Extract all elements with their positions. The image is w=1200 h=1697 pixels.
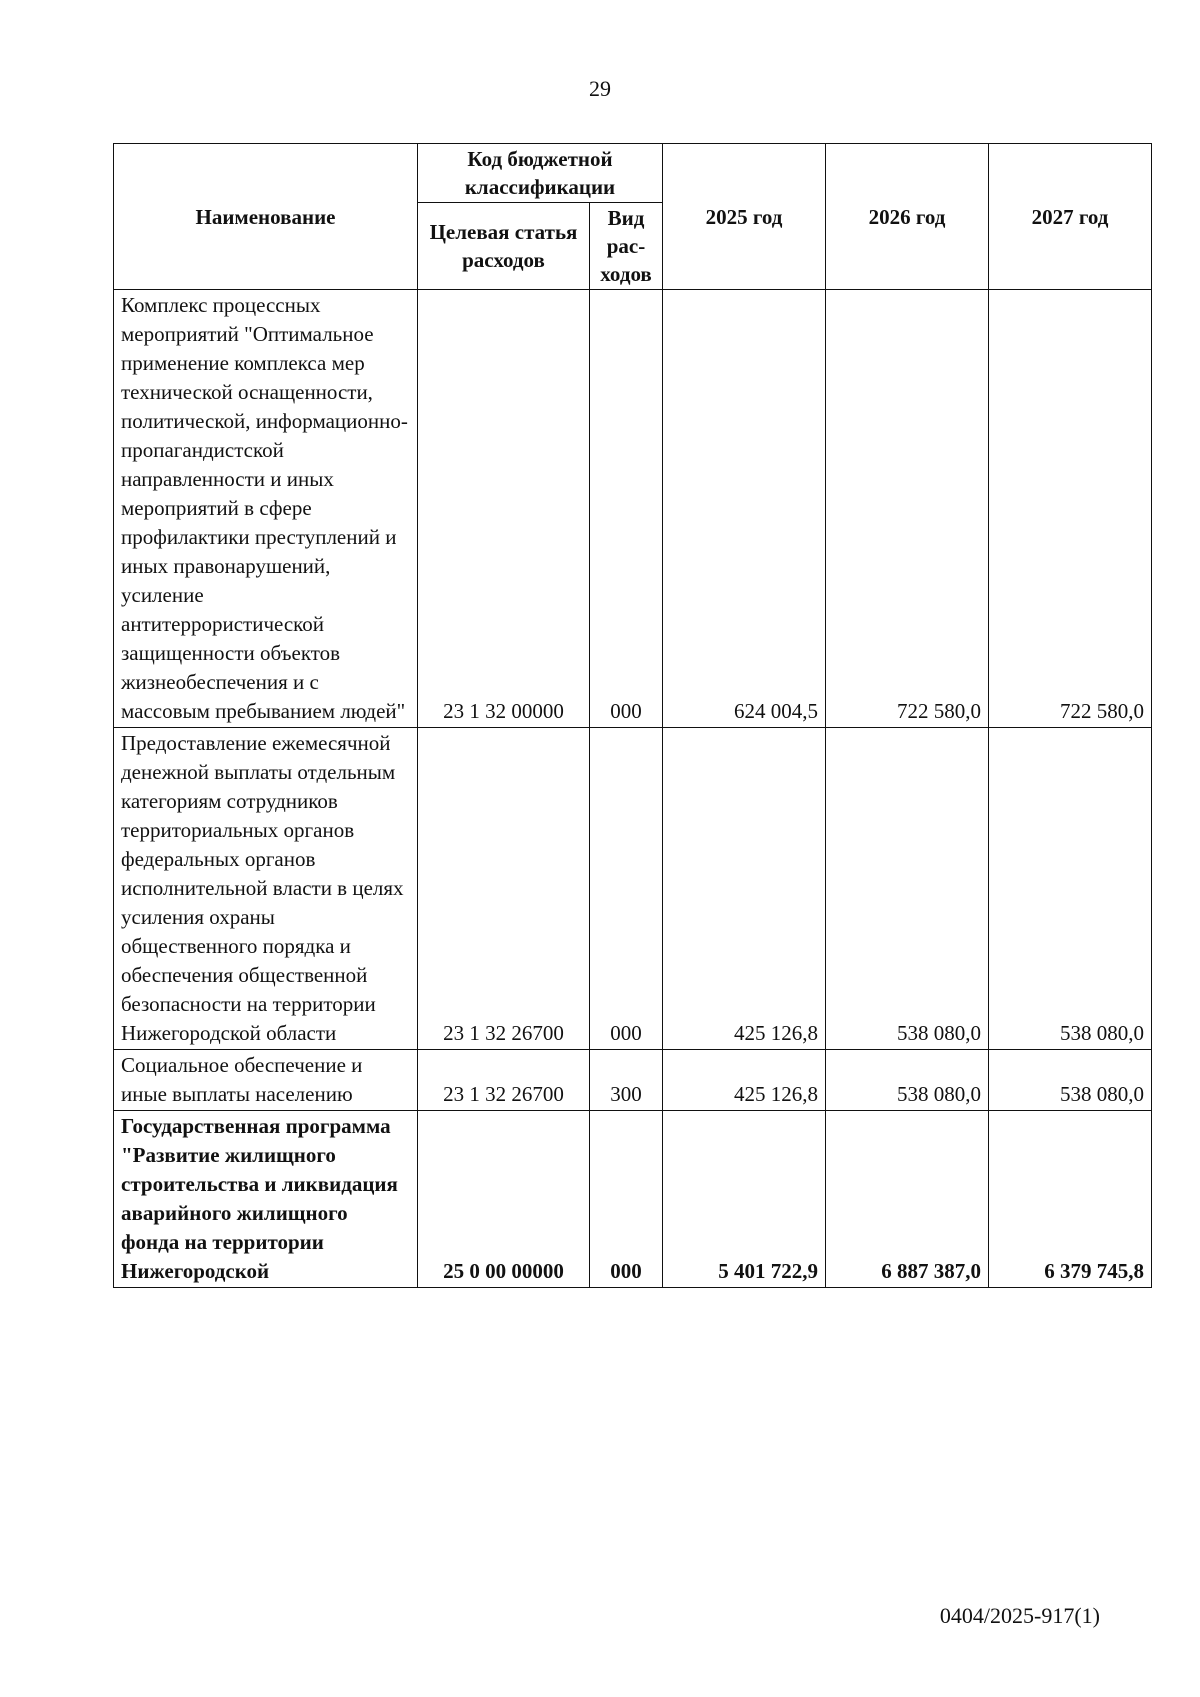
row-name: Комплекс процессных мероприятий "Оптимальное применение комплекса мер технической оснащенности, политической, информационно-пропагандистской направленности и иных мероприятий в сфере профилактики преступлений и иных правонарушений, усиление антитеррористической защищенности объектов жизнеобеспечения и с массовым пребыванием людей" bbox=[114, 290, 418, 728]
row-value-2026: 538 080,0 bbox=[826, 1050, 989, 1111]
table-row bbox=[114, 728, 1152, 1050]
document-code: 0404/2025-917(1) bbox=[939, 1603, 1100, 1628]
row-name: Государственная программа "Развитие жилищного строительства и ликвидация аварийного жилищного фонда на территории Нижегородской bbox=[114, 1111, 418, 1288]
header-2027: 2027 год bbox=[989, 144, 1152, 290]
row-name: Предоставление ежемесячной денежной выплаты отдельным категориям сотрудников территориальных органов федеральных органов исполнительной власти в целях усиления охраны общественного порядка и обеспечения общественной безопасности на территории Нижегородской области bbox=[114, 728, 418, 1050]
row-expense-kind: 000 bbox=[590, 728, 663, 1050]
row-value-2025: 425 126,8 bbox=[663, 1050, 826, 1111]
row-value-2027: 538 080,0 bbox=[989, 1050, 1152, 1111]
header-target-article: Целевая статья расходов bbox=[418, 203, 590, 290]
row-target-article: 23 1 32 00000 bbox=[418, 290, 590, 728]
header-expense-kind: Вид рас-ходов bbox=[590, 203, 663, 290]
row-expense-kind: 300 bbox=[590, 1050, 663, 1111]
table-row bbox=[114, 290, 1152, 728]
row-value-2027: 538 080,0 bbox=[989, 728, 1152, 1050]
row-value-2027: 6 379 745,8 bbox=[989, 1111, 1152, 1288]
table-row bbox=[114, 1111, 1152, 1288]
row-value-2026: 722 580,0 bbox=[826, 290, 989, 728]
row-value-2026: 538 080,0 bbox=[826, 728, 989, 1050]
row-expense-kind: 000 bbox=[590, 290, 663, 728]
row-value-2025: 425 126,8 bbox=[663, 728, 826, 1050]
budget-table bbox=[113, 143, 1152, 1288]
row-name: Социальное обеспечение и иные выплаты населению bbox=[114, 1050, 418, 1111]
row-value-2025: 5 401 722,9 bbox=[663, 1111, 826, 1288]
table-row bbox=[114, 1050, 1152, 1111]
page-number: 29 bbox=[589, 76, 611, 101]
header-name: Наименование bbox=[114, 144, 418, 290]
row-target-article: 23 1 32 26700 bbox=[418, 728, 590, 1050]
row-target-article: 25 0 00 00000 bbox=[418, 1111, 590, 1288]
header-2025: 2025 год bbox=[663, 144, 826, 290]
header-2026: 2026 год bbox=[826, 144, 989, 290]
row-value-2025: 624 004,5 bbox=[663, 290, 826, 728]
row-target-article: 23 1 32 26700 bbox=[418, 1050, 590, 1111]
row-expense-kind: 000 bbox=[590, 1111, 663, 1288]
row-value-2026: 6 887 387,0 bbox=[826, 1111, 989, 1288]
header-code-group: Код бюджетной классификации bbox=[418, 144, 663, 203]
row-value-2027: 722 580,0 bbox=[989, 290, 1152, 728]
